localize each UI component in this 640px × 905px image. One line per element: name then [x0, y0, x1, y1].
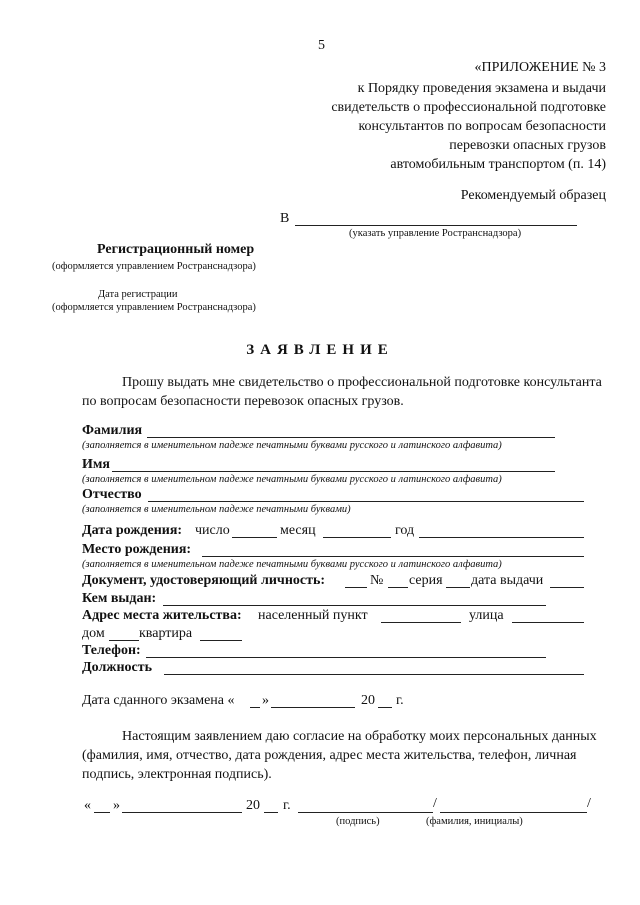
patronymic-hint: (заполняется в именительном падеже печатными буквами) [82, 504, 351, 515]
signature-hint: (подпись) [336, 816, 380, 827]
registration-date-hint: (оформляется управлением Ространснадзора) [52, 302, 256, 313]
addressee-field[interactable] [295, 225, 577, 226]
id-number-label: № [370, 573, 384, 588]
consent-text: Настоящим заявлением даю согласие на обработку моих персональных данных [122, 729, 597, 744]
birth-place-label: Место рождения: [82, 542, 192, 557]
house-field[interactable] [109, 640, 139, 641]
addressee-prefix: В [280, 211, 290, 226]
request-text: по вопросам безопасности перевозок опасных грузов. [82, 394, 404, 409]
appendix-line: консультантов по вопросам безопасности [358, 119, 606, 134]
consent-text: подпись, электронная подпись). [82, 767, 272, 782]
id-series-label: серия [409, 573, 443, 588]
id-issue-date-label: дата выдачи [471, 573, 544, 588]
id-document-label: Документ, удостоверяющий личность: [82, 573, 326, 588]
birth-year-field[interactable] [419, 537, 584, 538]
sign-year-prefix: 20 [246, 798, 260, 813]
locality-label: населенный пункт [258, 608, 368, 623]
signature-field[interactable] [298, 812, 433, 813]
appendix-title: «ПРИЛОЖЕНИЕ № 3 [474, 60, 606, 75]
registration-number-hint: (оформляется управлением Ространснадзора) [52, 261, 256, 272]
surname-field[interactable] [147, 437, 555, 438]
street-label: улица [469, 608, 504, 623]
birth-date-label: Дата рождения: [82, 523, 183, 538]
exam-year-suffix: г. [396, 693, 404, 708]
locality-field[interactable] [381, 622, 461, 623]
appendix-line: автомобильным транспортом (п. 14) [390, 157, 606, 172]
sign-quote-open: « [84, 798, 91, 813]
sample-note: Рекомендуемый образец [460, 188, 606, 203]
exam-day-field[interactable] [250, 707, 260, 708]
sign-quote-close: » [113, 798, 120, 813]
id-series-field[interactable] [446, 587, 470, 588]
appendix-line: к Порядку проведения экзамена и выдачи [357, 81, 606, 96]
document-title: ЗАЯВЛЕНИЕ [246, 342, 394, 358]
patronymic-label: Отчество [82, 487, 142, 502]
id-number-field[interactable] [388, 587, 408, 588]
exam-year-prefix: 20 [361, 693, 375, 708]
name-label: Имя [82, 457, 110, 472]
exam-date-label: Дата сданного экзамена « [82, 693, 235, 708]
position-label: Должность [82, 660, 153, 675]
consent-text: (фамилия, имя, отчество, дата рождения, адрес места жительства, телефон, личная [82, 748, 577, 763]
sign-year-field[interactable] [264, 812, 278, 813]
birth-place-field[interactable] [202, 556, 584, 557]
apartment-label: квартира [139, 626, 193, 641]
sign-year-suffix: г. [283, 798, 291, 813]
appendix-line: свидетельств о профессиональной подготовке [331, 100, 606, 115]
birth-month-label: месяц [280, 523, 316, 538]
exam-month-field[interactable] [271, 707, 355, 708]
street-field[interactable] [512, 622, 584, 623]
position-field[interactable] [164, 674, 584, 675]
issued-by-field[interactable] [163, 605, 546, 606]
surname-label: Фамилия [82, 423, 143, 438]
sign-slash: / [433, 796, 437, 811]
id-document-type-field[interactable] [345, 587, 367, 588]
name-field[interactable] [112, 471, 555, 472]
registration-number-label: Регистрационный номер [97, 242, 255, 257]
page-number: 5 [318, 38, 325, 53]
registration-date-label: Дата регистрации [98, 289, 178, 300]
birth-day-field[interactable] [232, 537, 277, 538]
address-label: Адрес места жительства: [82, 608, 242, 623]
addressee-hint: (указать управление Ространснадзора) [349, 228, 522, 239]
apartment-field[interactable] [200, 640, 242, 641]
surname-hint: (заполняется в именительном падеже печатными буквами русского и латинского алфавита) [82, 440, 502, 451]
name-hint: (заполняется в именительном падеже печатными буквами русского и латинского алфавита) [82, 474, 502, 485]
birth-month-field[interactable] [323, 537, 391, 538]
exam-quote-close: » [262, 693, 269, 708]
appendix-line: перевозки опасных грузов [449, 138, 606, 153]
sign-slash: / [587, 796, 591, 811]
phone-label: Телефон: [82, 643, 141, 658]
birth-day-label: число [195, 523, 230, 538]
sign-month-field[interactable] [122, 812, 242, 813]
house-label: дом [82, 626, 105, 641]
id-issue-date-field[interactable] [550, 587, 584, 588]
full-name-hint: (фамилия, инициалы) [426, 816, 523, 827]
full-name-field[interactable] [440, 812, 587, 813]
birth-year-label: год [395, 523, 415, 538]
birth-place-hint: (заполняется в именительном падеже печатными буквами русского и латинского алфавита) [82, 559, 502, 570]
phone-field[interactable] [146, 657, 546, 658]
request-text: Прошу выдать мне свидетельство о профессиональной подготовке консультанта [122, 375, 602, 390]
patronymic-field[interactable] [148, 501, 584, 502]
sign-day-field[interactable] [94, 812, 110, 813]
issued-by-label: Кем выдан: [82, 591, 157, 606]
exam-year-field[interactable] [378, 707, 392, 708]
